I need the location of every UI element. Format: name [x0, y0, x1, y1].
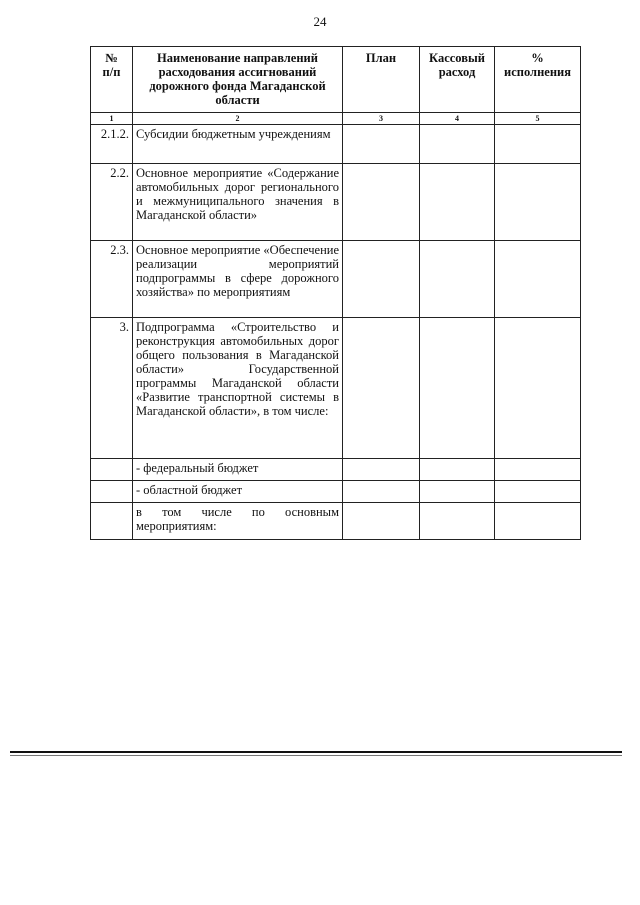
- row-percent: [495, 318, 581, 459]
- row-number: 2.3.: [91, 241, 133, 318]
- row-plan: [343, 459, 420, 481]
- row-cash: [420, 503, 495, 540]
- header-name: Наименование направлений расходования ассигнований дорожного фонда Магаданской области: [133, 47, 343, 113]
- row-percent: [495, 125, 581, 164]
- column-index-row: [91, 113, 581, 125]
- column-index: 4: [420, 113, 495, 125]
- table-header-row: [91, 47, 581, 113]
- column-index: 3: [343, 113, 420, 125]
- row-name: Субсидии бюджетным учреждениям: [133, 125, 343, 164]
- row-percent: [495, 241, 581, 318]
- row-name: Основное мероприятие «Содержание автомобильных дорог регионального и межмуниципального значения в Магаданской области»: [133, 164, 343, 241]
- page-number: 24: [313, 14, 327, 29]
- row-number: 3.: [91, 318, 133, 459]
- row-number: [91, 481, 133, 503]
- row-plan: [343, 164, 420, 241]
- row-cash: [420, 318, 495, 459]
- row-plan: [343, 503, 420, 540]
- row-number: 2.2.: [91, 164, 133, 241]
- table-row: [91, 503, 581, 540]
- table-row: [91, 318, 581, 459]
- row-percent: [495, 459, 581, 481]
- row-cash: [420, 481, 495, 503]
- row-plan: [343, 481, 420, 503]
- row-plan: [343, 241, 420, 318]
- row-plan: [343, 318, 420, 459]
- table-row: [91, 481, 581, 503]
- header-cash: Кассовый расход: [420, 47, 495, 113]
- header-percent: % исполнения: [495, 47, 581, 113]
- row-cash: [420, 164, 495, 241]
- column-index: 2: [133, 113, 343, 125]
- page-divider-thin: [10, 755, 622, 756]
- table-row: [91, 241, 581, 318]
- column-index: 5: [495, 113, 581, 125]
- row-name: - областной бюджет: [133, 481, 343, 503]
- row-number: [91, 503, 133, 540]
- table-row: [91, 459, 581, 481]
- header-plan: План: [343, 47, 420, 113]
- header-num: № п/п: [91, 47, 133, 113]
- row-percent: [495, 503, 581, 540]
- table-row: [91, 164, 581, 241]
- row-plan: [343, 125, 420, 164]
- page-divider: [10, 751, 622, 753]
- budget-table: [90, 46, 581, 540]
- row-name: в том числе по основным мероприятиям:: [133, 503, 343, 540]
- row-number: [91, 459, 133, 481]
- row-number: 2.1.2.: [91, 125, 133, 164]
- row-cash: [420, 459, 495, 481]
- row-cash: [420, 125, 495, 164]
- table-row: [91, 125, 581, 164]
- row-name: Основное мероприятие «Обеспечение реализации мероприятий подпрограммы в сфере дорожного хозяйства» по мероприятиям: [133, 241, 343, 318]
- column-index: 1: [91, 113, 133, 125]
- row-percent: [495, 164, 581, 241]
- row-cash: [420, 241, 495, 318]
- row-name: - федеральный бюджет: [133, 459, 343, 481]
- row-percent: [495, 481, 581, 503]
- row-name: Подпрограмма «Строительство и реконструкция автомобильных дорог общего пользования в Магаданской области» Государственной программы Магаданской области «Развитие транспортной системы в Магаданской области», в том числе:: [133, 318, 343, 459]
